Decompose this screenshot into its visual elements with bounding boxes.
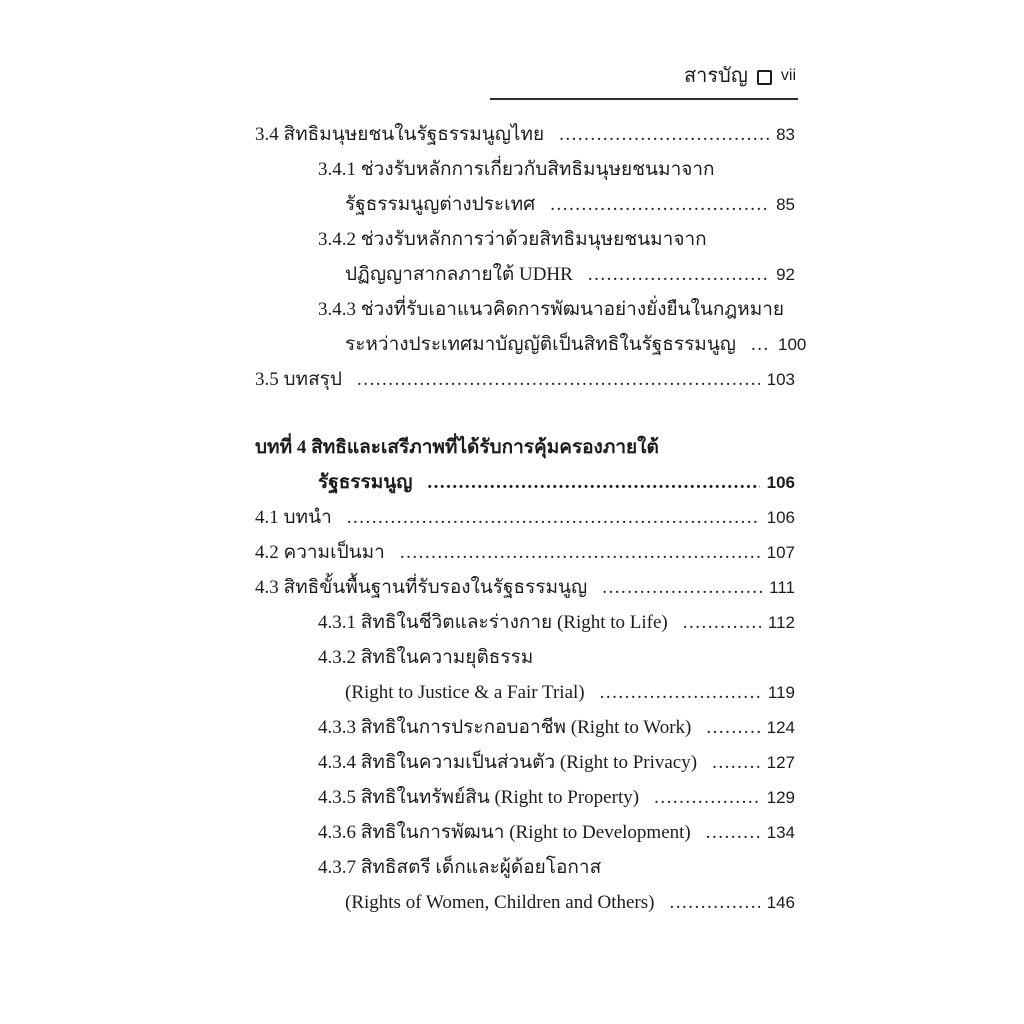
running-header	[684, 62, 796, 90]
toc-entry-label: 3.4 สิทธิมนุษยชนในรัฐธรรมนูญไทย	[255, 124, 545, 145]
toc-page-number: 92	[776, 265, 795, 284]
toc-page-number: 112	[767, 613, 795, 632]
toc-entry-label: 3.4.1 ช่วงรับหลักการเกี่ยวกับสิทธิมนุษยชนมาจาก	[318, 159, 715, 180]
toc-entry-label: 3.4.2 ช่วงรับหลักการว่าด้วยสิทธิมนุษยชนมาจาก	[318, 229, 707, 250]
dot-leader	[654, 780, 760, 815]
toc-entry	[255, 152, 795, 187]
toc-entry-continuation	[255, 885, 795, 920]
toc-entry-label: (Right to Justice & a Fair Trial)	[345, 682, 585, 703]
toc-entry	[255, 292, 795, 327]
dot-leader	[706, 815, 760, 850]
dot-leader	[357, 362, 760, 397]
toc-entry	[255, 500, 795, 535]
toc-entry-label: 4.1 บทนำ	[255, 507, 332, 528]
toc-entry-label: 4.3 สิทธิขั้นพื้นฐานที่รับรองในรัฐธรรมนูญ	[255, 577, 588, 598]
toc-page-number: 119	[767, 683, 795, 702]
toc-entry	[255, 605, 795, 640]
toc-entry-label: รัฐธรรมนูญ	[318, 472, 413, 493]
toc-entry-label: 4.3.4 สิทธิในความเป็นส่วนตัว (Right to Privacy)	[318, 752, 698, 773]
dot-leader	[347, 500, 760, 535]
toc-entry	[255, 850, 795, 885]
toc-page-number: 134	[766, 823, 795, 842]
folio-page-number: vii	[780, 67, 796, 84]
toc-entry	[255, 570, 795, 605]
toc-entry-label: 4.3.5 สิทธิในทรัพย์สิน (Right to Property)	[318, 787, 640, 808]
dot-leader	[550, 187, 769, 222]
toc-page-number: 146	[766, 893, 795, 912]
square-bullet-icon	[757, 70, 772, 85]
dot-leader	[600, 675, 761, 710]
toc-entry	[255, 117, 795, 152]
toc-page-number: 106	[766, 473, 795, 492]
toc-entry-label: 4.3.6 สิทธิในการพัฒนา (Right to Development)	[318, 822, 691, 843]
toc-page-number: 106	[766, 508, 795, 527]
dot-leader	[669, 885, 759, 920]
toc-entry-label: 3.4.3 ช่วงที่รับเอาแนวคิดการพัฒนาอย่างยั่งยืนในกฎหมาย	[318, 299, 785, 320]
dot-leader	[683, 605, 761, 640]
toc-entry-label: 3.5 บทสรุป	[255, 369, 342, 390]
toc-entry	[255, 640, 795, 675]
toc-entry-label: 4.3.7 สิทธิสตรี เด็กและผู้ด้อยโอกาส	[318, 857, 602, 878]
toc-entry-label: 4.2 ความเป็นมา	[255, 542, 385, 563]
toc-entry-label: ปฏิญญาสากลภายใต้ UDHR	[345, 264, 573, 285]
toc-entry	[255, 535, 795, 570]
toc-entry-continuation	[255, 327, 807, 362]
toc-entry-continuation	[255, 187, 795, 222]
toc-page-number: 100	[778, 335, 807, 354]
toc-entry-label: ระหว่างประเทศมาบัญญัติเป็นสิทธิในรัฐธรรมนูญ	[345, 334, 736, 355]
dot-leader	[602, 570, 762, 605]
table-of-contents	[255, 117, 807, 920]
toc-entry-label: 4.3.3 สิทธิในการประกอบอาชีพ (Right to Work)	[318, 717, 692, 738]
toc-entry	[255, 815, 795, 850]
toc-entry	[255, 710, 795, 745]
dot-leader	[427, 465, 759, 500]
dot-leader	[588, 257, 769, 292]
toc-page-number: 107	[766, 543, 795, 562]
toc-page-number: 85	[776, 195, 795, 214]
toc-page-number: 127	[766, 753, 795, 772]
toc-entry-label: (Rights of Women, Children and Others)	[345, 892, 655, 913]
toc-page-number: 83	[776, 125, 795, 144]
toc-entry-label: บทที่ 4 สิทธิและเสรีภาพที่ได้รับการคุ้มครองภายใต้	[255, 437, 659, 458]
page-title: สารบัญ	[683, 65, 748, 87]
header-divider	[490, 98, 798, 100]
toc-entry-continuation	[255, 257, 795, 292]
toc-entry-label: 4.3.1 สิทธิในชีวิตและร่างกาย (Right to Life)	[318, 612, 668, 633]
dot-leader	[706, 710, 759, 745]
toc-entry	[255, 362, 795, 397]
toc-chapter-heading-continuation	[255, 465, 795, 500]
toc-entry	[255, 745, 795, 780]
toc-page-number: 129	[766, 788, 795, 807]
toc-entry	[255, 780, 795, 815]
toc-page-number: 111	[769, 578, 795, 597]
toc-page-number: 103	[766, 370, 795, 389]
dot-leader	[712, 745, 760, 780]
toc-chapter-heading	[255, 430, 795, 465]
toc-page-number: 124	[766, 718, 795, 737]
dot-leader	[559, 117, 769, 152]
dot-leader	[400, 535, 760, 570]
toc-entry	[255, 222, 795, 257]
toc-entry-label: รัฐธรรมนูญต่างประเทศ	[345, 194, 536, 215]
toc-entry-label: 4.3.2 สิทธิในความยุติธรรม	[318, 647, 534, 668]
toc-entry-continuation	[255, 675, 795, 710]
dot-leader	[751, 327, 771, 362]
